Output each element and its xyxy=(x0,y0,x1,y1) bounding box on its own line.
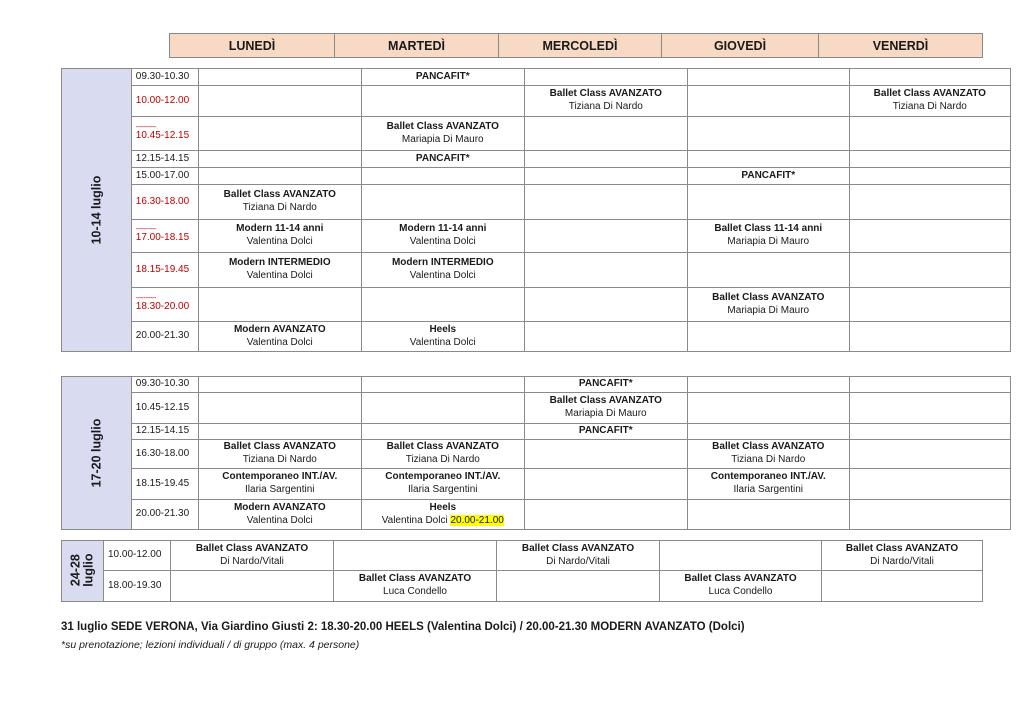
day-friday: VENERDÌ xyxy=(818,33,983,58)
week-table-1 xyxy=(61,68,1011,352)
week-label: 17-20 luglio xyxy=(62,377,132,530)
class-cell: PANCAFIT* xyxy=(524,377,687,393)
class-cell: PANCAFIT* xyxy=(361,151,524,168)
class-cell: Ballet Class AVANZATO Luca Condello xyxy=(660,571,822,602)
class-cell: Ballet Class AVANZATO Mariapia Di Mauro xyxy=(524,393,687,424)
time-separator: ----------- xyxy=(135,294,156,302)
time-slot: 20.00-21.30 xyxy=(131,322,198,352)
class-cell: Ballet Class AVANZATO Tiziana Di Nardo xyxy=(198,185,361,220)
week-label: 24-28 luglio xyxy=(62,541,104,602)
time-slot: 16.30-18.00 xyxy=(131,185,198,220)
class-cell: Modern INTERMEDIO Valentina Dolci xyxy=(198,253,361,288)
time-slot: 09.30-10.30 xyxy=(131,377,198,393)
class-cell: PANCAFIT* xyxy=(361,69,524,86)
class-cell: Modern 11-14 anni Valentina Dolci xyxy=(198,220,361,253)
time-separator: ----------- xyxy=(135,226,156,234)
class-cell: Modern INTERMEDIO Valentina Dolci xyxy=(361,253,524,288)
class-cell: Ballet Class AVANZATO Di Nardo/Vitali xyxy=(822,541,983,571)
footer-note: 31 luglio SEDE VERONA, Via Giardino Giusti 2: 18.30-20.00 HEELS (Valentina Dolci) / 20.00-21.30 MODERN AVANZATO (Dolci) xyxy=(61,621,745,633)
time-slot: ----------- 10.45-12.15 xyxy=(131,117,198,151)
time-slot: 15.00-17.00 xyxy=(131,168,198,185)
time-slot: 18.15-19.45 xyxy=(131,253,198,288)
class-cell: Modern AVANZATO Valentina Dolci xyxy=(198,322,361,352)
class-cell: PANCAFIT* xyxy=(687,168,849,185)
time-slot: 12.15-14.15 xyxy=(131,424,198,440)
footer-footnote: *su prenotazione; lezioni individuali / di gruppo (max. 4 persone) xyxy=(61,639,360,651)
highlighted-time: 20.00-21.00 xyxy=(450,514,504,526)
class-cell: Modern AVANZATO Valentina Dolci xyxy=(198,500,361,530)
class-cell: Heels Valentina Dolci xyxy=(361,322,524,352)
class-cell: Ballet Class AVANZATO Luca Condello xyxy=(334,571,497,602)
class-cell: Contemporaneo INT./AV. Ilaria Sargentini xyxy=(687,469,849,500)
class-cell: Contemporaneo INT./AV. Ilaria Sargentini xyxy=(198,469,361,500)
time-slot: 18.00-19.30 xyxy=(104,571,171,602)
time-slot: ----------- 18.30-20.00 xyxy=(131,288,198,322)
time-slot: 09.30-10.30 xyxy=(131,69,198,86)
day-monday: LUNEDÌ xyxy=(169,33,335,58)
time-slot: 12.15-14.15 xyxy=(131,151,198,168)
class-cell: Modern 11-14 anni Valentina Dolci xyxy=(361,220,524,253)
class-cell: Heels Valentina Dolci 20.00-21.00 xyxy=(361,500,524,530)
week-table-2 xyxy=(61,376,1011,530)
class-cell: Ballet Class AVANZATO Di Nardo/Vitali xyxy=(171,541,334,571)
class-cell: Ballet Class AVANZATO Mariapia Di Mauro xyxy=(687,288,849,322)
day-wednesday: MERCOLEDÌ xyxy=(498,33,662,58)
day-header xyxy=(170,33,983,58)
time-slot: 18.15-19.45 xyxy=(131,469,198,500)
class-cell: Ballet Class AVANZATO Di Nardo/Vitali xyxy=(497,541,660,571)
class-cell: PANCAFIT* xyxy=(524,424,687,440)
class-cell: Ballet Class AVANZATO Tiziana Di Nardo xyxy=(524,86,687,117)
day-tuesday: MARTEDÌ xyxy=(334,33,499,58)
time-slot: 10.45-12.15 xyxy=(131,393,198,424)
class-cell: Ballet Class AVANZATO Tiziana Di Nardo xyxy=(198,440,361,469)
time-slot: 20.00-21.30 xyxy=(131,500,198,530)
time-slot: 16.30-18.00 xyxy=(131,440,198,469)
class-cell: Contemporaneo INT./AV. Ilaria Sargentini xyxy=(361,469,524,500)
class-cell: Ballet Class 11-14 anni Mariapia Di Mauro xyxy=(687,220,849,253)
day-thursday: GIOVEDÌ xyxy=(661,33,819,58)
time-separator: ----------- xyxy=(135,123,156,131)
class-cell: Ballet Class AVANZATO Mariapia Di Mauro xyxy=(361,117,524,151)
class-cell: Ballet Class AVANZATO Tiziana Di Nardo xyxy=(849,86,1010,117)
week-table-3 xyxy=(61,540,983,602)
time-slot: ----------- 17.00-18.15 xyxy=(131,220,198,253)
week-label: 10-14 luglio xyxy=(62,69,132,352)
time-slot: 10.00-12.00 xyxy=(104,541,171,571)
class-cell: Ballet Class AVANZATO Tiziana Di Nardo xyxy=(687,440,849,469)
time-slot: 10.00-12.00 xyxy=(131,86,198,117)
class-cell: Ballet Class AVANZATO Tiziana Di Nardo xyxy=(361,440,524,469)
